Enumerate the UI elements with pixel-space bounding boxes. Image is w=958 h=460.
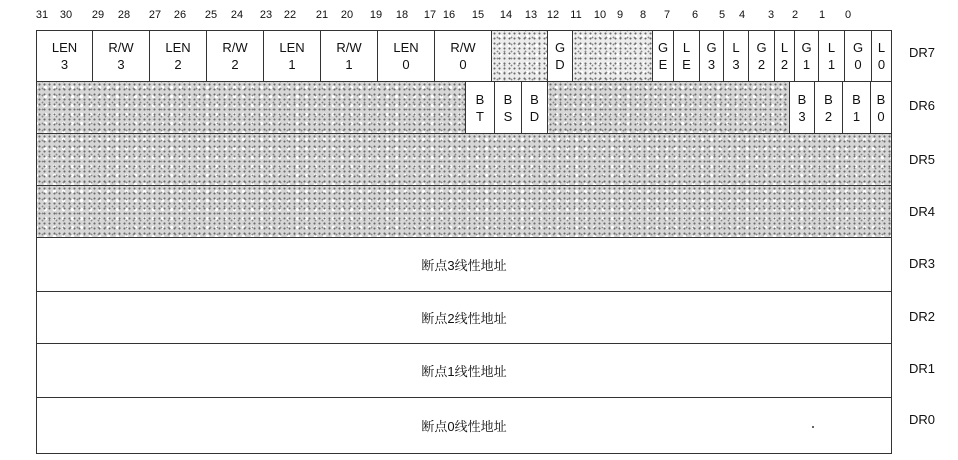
field-label-bottom: 1 — [345, 57, 353, 72]
field-label-top: LEN — [393, 40, 419, 55]
field-label-top: R/W — [222, 40, 248, 55]
field-label-top: B — [797, 91, 807, 107]
field-label-bottom: 2 — [780, 57, 789, 72]
field-label-bottom: 0 — [459, 57, 467, 72]
field-label-top: R/W — [450, 40, 476, 55]
bit-number: 30 — [59, 9, 73, 21]
field-label-bottom: 2 — [757, 57, 766, 72]
field-label-bottom: E — [658, 57, 668, 72]
bit-number: 19 — [369, 9, 383, 21]
dr6-field-label — [815, 82, 842, 133]
dr0-address-label: 断点0线性地址 — [421, 419, 507, 434]
field-label-top: B — [876, 91, 886, 107]
bit-number: 17 — [423, 9, 437, 21]
dr7-field-label — [653, 31, 673, 81]
bit-number: 18 — [395, 9, 409, 21]
dr6-field-label — [871, 82, 891, 133]
field-label-top: L — [877, 40, 886, 55]
field-label-top: LEN — [165, 40, 191, 55]
dr6-field-bs — [495, 82, 522, 134]
field-label-bottom: 1 — [852, 108, 861, 124]
dr2-address-label: 断点2线性地址 — [421, 311, 507, 326]
dr6-field-bt — [466, 82, 495, 134]
bit-number: 16 — [442, 9, 456, 21]
dr6-field-reserved_31_16 — [36, 82, 466, 134]
field-label-top: R/W — [108, 40, 134, 55]
dr7-field-label — [749, 31, 774, 81]
dr4-reserved-field — [36, 186, 892, 238]
field-label-top: L — [732, 40, 740, 55]
field-label-bottom: 3 — [732, 57, 740, 72]
dr7-field-label — [207, 31, 263, 81]
bit-number: 2 — [791, 9, 799, 21]
field-label-top: G — [801, 40, 812, 55]
field-label-top: L — [780, 40, 789, 55]
field-label-bottom: 1 — [827, 57, 836, 72]
bit-number: 10 — [593, 9, 607, 21]
dr7-field-label — [150, 31, 206, 81]
stray-dot — [812, 426, 814, 428]
dr6-field-b2 — [815, 82, 843, 134]
field-label-bottom: S — [503, 108, 513, 124]
bit-number: 7 — [663, 9, 671, 21]
field-label-bottom: D — [529, 108, 540, 124]
dr0-name: DR0 — [908, 412, 935, 427]
bit-number: 5 — [718, 9, 726, 21]
dr6-name: DR6 — [908, 98, 935, 113]
dr6-field-label — [495, 82, 521, 133]
dr6-field-bd — [522, 82, 548, 134]
dr7-field-label — [819, 31, 844, 81]
bit-number: 12 — [546, 9, 560, 21]
dr1-address-field — [36, 344, 892, 398]
dr3-address-field — [36, 238, 892, 292]
dr7-field-label — [674, 31, 699, 81]
dr2-name: DR2 — [908, 309, 935, 324]
bit-number: 31 — [35, 9, 49, 21]
field-label-bottom: 1 — [802, 57, 811, 72]
dr7-field-rw2 — [207, 30, 264, 82]
bit-number: 4 — [738, 9, 746, 21]
dr0-address-field — [36, 398, 892, 454]
dr6-field-label — [466, 82, 494, 133]
dr5-row — [36, 134, 892, 186]
dr4-row — [36, 186, 892, 238]
dr7-field-len3 — [36, 30, 93, 82]
debug-register-diagram — [36, 30, 892, 454]
bit-number: 29 — [91, 9, 105, 21]
dr7-field-label — [264, 31, 320, 81]
dr3-name: DR3 — [908, 256, 935, 271]
dr7-field-gd — [548, 30, 573, 82]
dr7-field-g2 — [749, 30, 775, 82]
field-label-bottom: 3 — [798, 108, 806, 124]
dr7-field-label — [435, 31, 491, 81]
dr7-field-label — [548, 31, 572, 81]
field-label-top: R/W — [336, 40, 362, 55]
dr3-address-label: 断点3线性地址 — [421, 258, 507, 273]
field-label-top: G — [706, 40, 717, 55]
field-label-top: B — [530, 91, 539, 107]
bit-number: 9 — [616, 9, 624, 21]
field-label-top: G — [756, 40, 767, 55]
dr7-field-label — [872, 31, 891, 81]
field-label-bottom: 2 — [824, 108, 833, 124]
dr7-field-label — [37, 31, 92, 81]
dr7-field-l1 — [819, 30, 845, 82]
dr1-row — [36, 344, 892, 398]
dr6-field-label — [522, 82, 547, 133]
dr7-field-reserved_12_10 — [573, 30, 653, 82]
field-label-bottom: 2 — [231, 57, 239, 72]
bit-number: 26 — [173, 9, 187, 21]
field-label-top: L — [682, 40, 691, 55]
dr7-field-reserved_15_14 — [492, 30, 548, 82]
dr7-row — [36, 30, 892, 82]
field-label-top: G — [852, 40, 864, 55]
dr7-field-g0 — [845, 30, 872, 82]
dr7-field-rw1 — [321, 30, 378, 82]
field-label-bottom: 0 — [402, 57, 410, 72]
field-label-top: B — [503, 91, 513, 107]
dr6-field-b3 — [790, 82, 815, 134]
dr7-field-label — [93, 31, 149, 81]
bit-number: 11 — [570, 9, 582, 21]
dr7-field-rw3 — [93, 30, 150, 82]
dr7-field-g3 — [700, 30, 724, 82]
dr7-field-label — [795, 31, 818, 81]
dr4-name: DR4 — [908, 204, 935, 219]
field-label-top: LEN — [51, 40, 78, 55]
dr5-name: DR5 — [908, 152, 935, 167]
dr7-field-len1 — [264, 30, 321, 82]
dr2-address-field — [36, 292, 892, 344]
dr5-reserved-field — [36, 134, 892, 186]
field-label-bottom: 3 — [707, 57, 716, 72]
field-label-bottom: 2 — [174, 57, 182, 72]
dr0-row — [36, 398, 892, 454]
dr7-field-label — [321, 31, 377, 81]
field-label-bottom: 0 — [854, 57, 862, 72]
bit-number: 3 — [767, 9, 775, 21]
dr7-field-g1 — [795, 30, 819, 82]
field-label-top: B — [824, 91, 833, 107]
bit-number: 27 — [148, 9, 162, 21]
field-label-bottom: 3 — [60, 57, 69, 72]
field-label-bottom: 1 — [288, 57, 296, 72]
bit-number: 25 — [204, 9, 218, 21]
field-label-top: LEN — [279, 40, 305, 55]
dr6-field-b1 — [843, 82, 871, 134]
dr6-field-reserved_12_4 — [548, 82, 790, 134]
dr6-field-b0 — [871, 82, 892, 134]
dr1-name: DR1 — [908, 361, 935, 376]
dr7-field-l3 — [724, 30, 749, 82]
field-label-bottom: D — [555, 57, 565, 72]
bit-number: 28 — [117, 9, 131, 21]
field-label-bottom: 0 — [877, 108, 885, 124]
bit-number: 21 — [315, 9, 329, 21]
bit-number: 6 — [691, 9, 699, 21]
dr7-field-label — [724, 31, 748, 81]
dr6-field-label — [843, 82, 870, 133]
field-label-top: B — [475, 91, 485, 107]
dr2-row — [36, 292, 892, 344]
bit-number: 1 — [818, 9, 826, 21]
bit-number: 0 — [844, 9, 852, 21]
dr7-field-l2 — [775, 30, 795, 82]
dr7-field-rw0 — [435, 30, 492, 82]
dr7-field-label — [775, 31, 794, 81]
dr6-row — [36, 82, 892, 134]
dr7-field-len0 — [378, 30, 435, 82]
dr7-name: DR7 — [908, 45, 935, 60]
dr7-field-le — [674, 30, 700, 82]
bit-number: 24 — [230, 9, 244, 21]
field-label-bottom: T — [476, 108, 484, 124]
bit-number: 22 — [283, 9, 297, 21]
field-label-top: G — [554, 40, 566, 55]
dr7-field-l0 — [872, 30, 892, 82]
dr1-address-label: 断点1线性地址 — [421, 364, 507, 379]
bit-number: 23 — [259, 9, 273, 21]
dr7-field-label — [845, 31, 871, 81]
bit-number: 14 — [499, 9, 513, 21]
bit-number: 20 — [340, 9, 354, 21]
dr7-field-ge — [653, 30, 674, 82]
dr7-field-len2 — [150, 30, 207, 82]
field-label-bottom: 3 — [117, 57, 125, 72]
field-label-top: L — [827, 40, 836, 55]
field-label-bottom: E — [682, 57, 691, 72]
bit-number-header — [0, 0, 958, 30]
field-label-top: B — [852, 91, 861, 107]
dr3-row — [36, 238, 892, 292]
field-label-top: G — [657, 40, 669, 55]
dr7-field-label — [378, 31, 434, 81]
field-label-bottom: 0 — [877, 57, 886, 72]
dr6-field-label — [790, 82, 814, 133]
bit-number: 13 — [524, 9, 538, 21]
bit-number: 8 — [639, 9, 647, 21]
bit-number: 15 — [471, 9, 485, 21]
dr7-field-label — [700, 31, 723, 81]
